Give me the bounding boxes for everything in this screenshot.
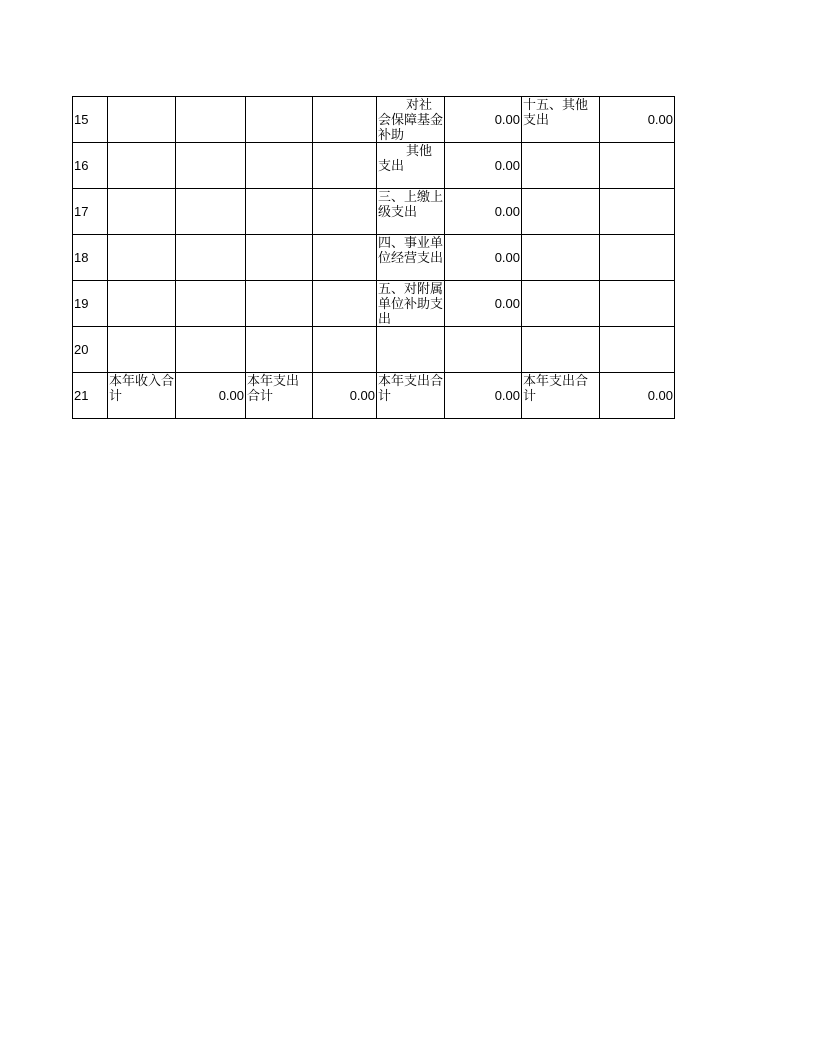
total-label: 本年收入合计 <box>108 373 176 419</box>
total-amount: 0.00 <box>600 373 675 419</box>
cell <box>522 235 600 281</box>
amount-cell: 0.00 <box>600 97 675 143</box>
cell <box>377 235 445 281</box>
cell <box>246 189 313 235</box>
cell <box>246 327 313 373</box>
cell <box>108 235 176 281</box>
item-label: 其他支出 <box>378 143 433 173</box>
total-amount: 0.00 <box>445 373 522 419</box>
cell <box>176 97 246 143</box>
table-row <box>73 97 675 143</box>
row-number: 20 <box>73 327 108 373</box>
cell <box>246 235 313 281</box>
cell <box>246 97 313 143</box>
cell <box>313 189 377 235</box>
item-label: 三、上缴上级支出 <box>378 189 443 219</box>
cell <box>108 97 176 143</box>
cell <box>246 281 313 327</box>
cell <box>522 327 600 373</box>
budget-table <box>72 96 675 419</box>
row-number: 21 <box>73 373 108 419</box>
row-number: 19 <box>73 281 108 327</box>
cell <box>176 235 246 281</box>
table-row <box>73 189 675 235</box>
item-label: 四、事业单位经营支出 <box>378 235 443 265</box>
table-row <box>73 235 675 281</box>
cell <box>600 327 675 373</box>
table-row <box>73 143 675 189</box>
cell <box>377 189 445 235</box>
cell <box>600 235 675 281</box>
cell <box>313 281 377 327</box>
total-amount: 0.00 <box>313 373 377 419</box>
cell <box>522 143 600 189</box>
cell <box>313 143 377 189</box>
cell <box>522 97 600 143</box>
cell <box>108 327 176 373</box>
cell <box>445 327 522 373</box>
row-number: 17 <box>73 189 108 235</box>
cell <box>377 281 445 327</box>
row-number: 16 <box>73 143 108 189</box>
table-row <box>73 281 675 327</box>
cell <box>108 189 176 235</box>
cell <box>522 281 600 327</box>
amount-cell: 0.00 <box>445 281 522 327</box>
cell <box>176 281 246 327</box>
amount-cell: 0.00 <box>445 189 522 235</box>
total-amount: 0.00 <box>176 373 246 419</box>
cell <box>176 143 246 189</box>
cell <box>246 143 313 189</box>
cell <box>377 143 445 189</box>
item-label: 五、对附属单位补助支出 <box>378 281 443 326</box>
total-label: 本年支出合计 <box>377 373 445 419</box>
cell <box>600 189 675 235</box>
cell <box>600 281 675 327</box>
cell <box>313 235 377 281</box>
cell <box>377 97 445 143</box>
cell <box>108 281 176 327</box>
cell <box>377 327 445 373</box>
amount-cell: 0.00 <box>445 235 522 281</box>
cell <box>176 189 246 235</box>
cell <box>176 327 246 373</box>
row-number: 15 <box>73 97 108 143</box>
table-row-totals <box>73 373 675 419</box>
row-number: 18 <box>73 235 108 281</box>
amount-cell: 0.00 <box>445 97 522 143</box>
cell <box>108 143 176 189</box>
item-label: 对社会保障基金补助 <box>378 97 443 142</box>
total-label: 本年支出合计 <box>246 373 313 419</box>
amount-cell: 0.00 <box>445 143 522 189</box>
cell <box>313 327 377 373</box>
cell <box>522 189 600 235</box>
total-label: 本年支出合计 <box>522 373 600 419</box>
item-label: 十五、其他支出 <box>523 97 589 127</box>
table-row <box>73 327 675 373</box>
cell <box>313 97 377 143</box>
cell <box>600 143 675 189</box>
